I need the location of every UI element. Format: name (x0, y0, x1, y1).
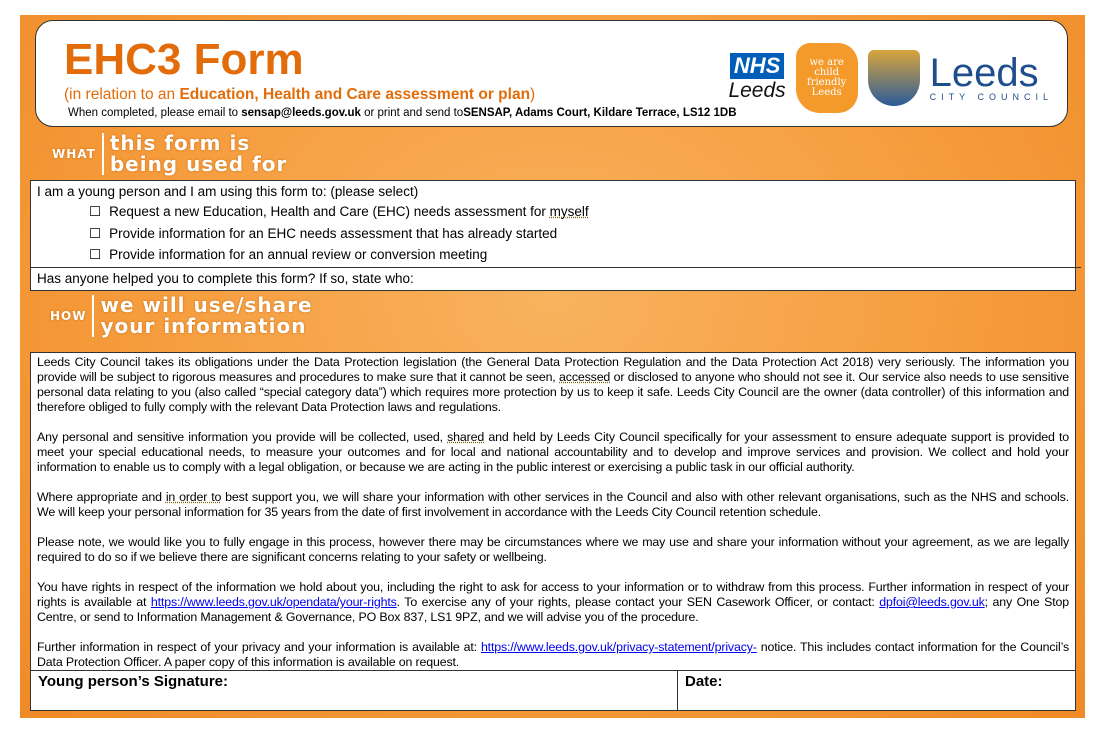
helper-field[interactable]: Has anyone helped you to complete this form? If so, state who: (31, 267, 1081, 289)
instr-email: sensap@leeds.gov.uk (241, 107, 361, 119)
instr-text-2: or print and send to (360, 107, 464, 119)
subtitle-prefix: (in relation to an (64, 86, 180, 103)
rights-link[interactable]: https://www.leeds.gov.uk/opendata/your-rights (150, 595, 397, 609)
text: accessed (559, 370, 611, 384)
paragraph (37, 430, 1069, 475)
nhs-city: Leeds (728, 79, 786, 102)
child-friendly-leeds-logo (796, 43, 858, 113)
text: Leeds City Council takes its obligations under the Data Protection legislation (the General Data Protection Regulation and the Data Protection Act 2018) very seriously. The information you provide will be subject to rigorous measures and procedures to make sure that it cannot be seen, (37, 355, 1069, 384)
paragraph (37, 640, 1069, 670)
paragraph (37, 355, 1069, 415)
text: or disclosed to anyone who should not see it. Our service also needs to use sensitive personal data relating to you (also called “special category data”) which requires more protection by us to keep it safe. Leeds City Council are the owner (data controller) of this information and therefore obliged to fully comply with the relevant Data Protection laws and regulations. (37, 370, 1069, 414)
lcc-sub: CITY COUNCIL (929, 92, 1053, 102)
option-label: Request a new Education, Health and Care (EHC) needs assessment for (109, 204, 550, 219)
leeds-crest-icon (868, 50, 920, 106)
heading-divider (102, 133, 104, 175)
cfl-text: we are child friendly Leeds (807, 57, 847, 98)
subtitle-bold: Education, Health and Care assessment or plan (179, 86, 531, 103)
heading-line-2: being used for (109, 152, 288, 176)
purpose-intro: I am a young person and I am using this form to: (please select) (37, 184, 419, 199)
heading-divider (92, 295, 94, 337)
form-header (35, 20, 1068, 127)
date-field[interactable]: Date: (685, 673, 723, 690)
text: shared (447, 430, 485, 444)
paragraph: Please note, we would like you to fully engage in this process, however there may be circumstances where we may use and share your information without your agreement, as we are legally required to do so if we believe there are significant concerns relating to your safety or wellbeing. (37, 535, 1069, 564)
signature-field[interactable]: Young person’s Signature: (31, 671, 678, 711)
heading-line-2: your information (100, 314, 307, 338)
privacy-link[interactable]: https://www.leeds.gov.uk/privacy-statement/privacy- (480, 640, 757, 654)
subtitle (64, 86, 535, 104)
section-heading-how (50, 295, 313, 337)
page-title: EHC3 Form (64, 35, 304, 84)
option-new-assessment[interactable] (89, 204, 589, 220)
text: Where appropriate and (37, 490, 166, 504)
heading-line-1: this form is (109, 131, 251, 155)
privacy-section (30, 352, 1076, 711)
option-label-tail: myself (549, 204, 589, 219)
instructions (68, 107, 737, 119)
nhs-text: NHS (730, 53, 784, 79)
purpose-section (30, 180, 1076, 291)
option-annual-review[interactable] (89, 247, 487, 263)
text: and held by Leeds City Council specifically for your assessment to ensure adequate support is provided to meet your special educational needs, to measure your outcomes and for local and national accountability and to develop and improve services and provision. We collect and hold your information to enable us to comply with a legal obligation, or because we are acting in the public interest or exercising a public task in our official authority. (37, 430, 1069, 474)
heading-small: WHAT (52, 147, 96, 161)
text: . To exercise any of your rights, please contact your SEN Casework Officer, or contact: (396, 595, 880, 609)
text: You have rights in respect of the information we hold about you, including the right to ask for access to your information or to withdraw from this process. Further information in respect of your rights is available at (37, 580, 1069, 609)
option-label: Provide information for an annual review or conversion meeting (109, 247, 488, 262)
checkbox[interactable]: ☐ (89, 247, 102, 262)
paragraph (37, 580, 1069, 625)
option-label: Provide information for an EHC needs assessment that has already started (109, 226, 558, 241)
privacy-text (31, 353, 1075, 670)
heading-big (110, 133, 288, 175)
heading-big (100, 295, 312, 337)
text: best support you, we will share your information with other services in the Council and also with other relevant organisations, such as the NHS and schools. We will keep your personal information for 35 years from the date of first involvement in accordance with the Leeds City Council retention schedule. (37, 490, 1070, 519)
heading-line-1: we will use/share (100, 293, 313, 317)
subtitle-suffix: ) (530, 86, 536, 103)
signature-row (31, 670, 1075, 711)
checkbox[interactable]: ☐ (89, 204, 102, 219)
text: ; any One Stop Centre, or send to Information Management & Governance, PO Box 837, LS1 9PZ, and we will advise you of the procedure. (37, 595, 1069, 624)
text: Further information in respect of your privacy and your information is available at: (37, 640, 481, 654)
instr-address: SENSAP, Adams Court, Kildare Terrace, LS12 1DB (463, 107, 737, 119)
leeds-city-council-logo (929, 51, 1053, 102)
section-heading-what (52, 133, 287, 175)
dpfoi-email-link[interactable]: dpfoi@leeds.gov.uk (879, 595, 985, 609)
text: in order to (165, 490, 222, 504)
heading-small: HOW (50, 309, 87, 323)
checkbox[interactable]: ☐ (89, 226, 102, 241)
paragraph (37, 490, 1069, 520)
option-existing-assessment[interactable] (89, 226, 557, 242)
lcc-text: Leeds (929, 51, 1039, 95)
text: notice. This includes contact information for the Council’s Data Protection Officer. A paper copy of this information is available on request. (37, 640, 1069, 669)
nhs-leeds-logo (728, 53, 785, 103)
text: Any personal and sensitive information you provide will be collected, used, (37, 430, 448, 444)
instr-text: When completed, please email to (68, 107, 242, 119)
logos (728, 43, 1053, 113)
